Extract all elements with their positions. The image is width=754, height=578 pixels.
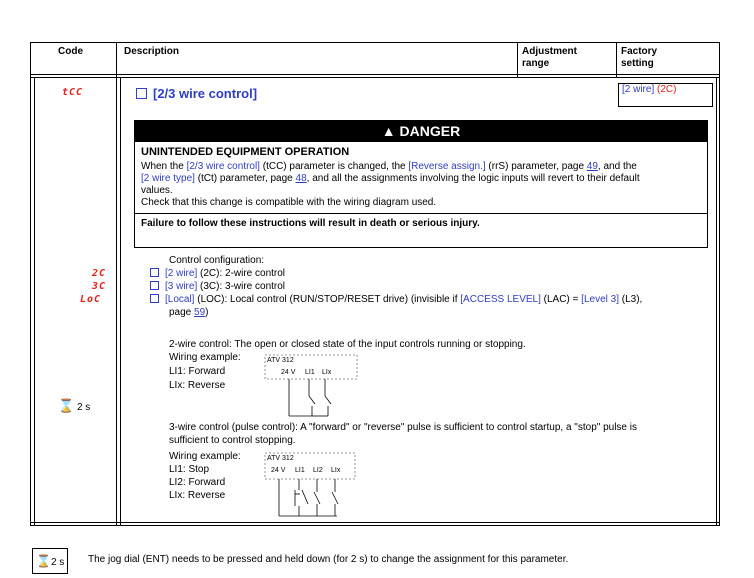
opt2-code: 3C — [92, 281, 107, 292]
hold-indicator: ⌛ 2 s — [58, 398, 91, 413]
hourglass-icon: ⌛ — [58, 398, 75, 413]
danger-para-3: values. — [141, 185, 173, 196]
two-wire-terminal-24v: 24 V — [281, 369, 296, 376]
hourglass-icon: ⌛ — [36, 554, 51, 568]
table-bottom-inner — [30, 522, 720, 523]
danger-header: ▲ DANGER — [135, 121, 707, 142]
two-wire-terminal-lix: LIx — [322, 369, 332, 376]
page-link-59[interactable]: 59 — [194, 307, 206, 318]
opt1-code: 2C — [92, 268, 107, 279]
three-wire-diagram — [262, 450, 362, 522]
three-wire-l1: LI1: Stop — [169, 464, 210, 475]
two-wire-diagram — [262, 352, 362, 420]
header-divider-2 — [30, 77, 720, 78]
two-wire-desc: 2-wire control: The open or closed state of the input controls running or stopping. — [169, 339, 526, 350]
page-link-48[interactable]: 48 — [295, 173, 307, 184]
three-wire-terminal-lix: LIx — [331, 467, 341, 474]
three-wire-terminal-li1: LI1 — [295, 467, 305, 474]
checkbox-icon — [150, 294, 159, 303]
table-left-inner — [34, 77, 35, 526]
two-wire-switches — [289, 379, 331, 416]
factory-value: [2 wire] — [622, 84, 655, 95]
danger-box — [134, 120, 708, 248]
two-wire-wiring-label: Wiring example: — [169, 352, 241, 363]
footnote-hold-box: ⌛2 s — [32, 548, 68, 574]
three-wire-terminal-li2: LI2 — [313, 467, 323, 474]
param-title: [2/3 wire control] — [136, 86, 257, 101]
footnote-text: The jog dial (ENT) needs to be pressed and held down (for 2 s) to change the assignment for this parameter. — [88, 554, 569, 565]
two-wire-box-title: ATV 312 — [267, 357, 294, 364]
header-factory: Factory — [621, 46, 658, 57]
col-divider-adjust — [517, 42, 518, 77]
checkbox-icon — [150, 281, 159, 290]
danger-para-4: Check that this change is compatible with the wiring diagram used. — [141, 197, 437, 208]
two-wire-l2: LIx: Reverse — [169, 380, 226, 391]
col-divider-code — [116, 42, 117, 526]
header-adjustment: Adjustment — [522, 46, 577, 57]
checkbox-icon — [136, 88, 147, 99]
three-wire-switches — [279, 479, 338, 516]
danger-warning: Failure to follow these instructions will result in death or serious injury. — [135, 213, 707, 230]
three-wire-desc-1: 3-wire control (pulse control): A "forward" or "reverse" pulse is sufficient to control startup, a "stop" pulse is — [169, 422, 637, 433]
two-wire-terminal-li1: LI1 — [305, 369, 315, 376]
factory-code: (2C) — [657, 84, 677, 95]
header-description: Description — [124, 46, 180, 57]
checkbox-icon — [150, 268, 159, 277]
config-label: Control configuration: — [169, 255, 265, 266]
three-wire-terminal-24v: 24 V — [271, 467, 286, 474]
danger-para-2: [2 wire type] (tCt) parameter, page 48, and all the assignments involving the logic inputs will revert to their default — [141, 173, 640, 184]
danger-title: UNINTENDED EQUIPMENT OPERATION — [141, 146, 350, 158]
col-divider-factory — [616, 42, 617, 77]
table-right-inner — [716, 77, 717, 526]
page-link-49[interactable]: 49 — [586, 161, 598, 172]
header-adjustment-range: range — [522, 58, 550, 69]
config-option-3wire: [3 wire] (3C): 3-wire control — [150, 281, 285, 293]
config-option-2wire: [2 wire] (2C): 2-wire control — [150, 268, 285, 280]
parameter-table — [30, 42, 720, 526]
header-factory-setting: setting — [621, 58, 654, 69]
param-code: tCC — [62, 87, 84, 98]
three-wire-desc-2: sufficient to control stopping. — [169, 435, 296, 446]
two-wire-l1: LI1: Forward — [169, 366, 226, 377]
opt3-code: LoC — [80, 294, 102, 305]
three-wire-l2: LI2: Forward — [169, 477, 226, 488]
header-code: Code — [58, 46, 83, 57]
three-wire-l3: LIx: Reverse — [169, 490, 226, 501]
warning-triangle-icon: ▲ — [381, 123, 396, 139]
col-divider-code-2 — [120, 77, 121, 526]
three-wire-box-title: ATV 312 — [267, 455, 294, 462]
three-wire-wiring-label: Wiring example: — [169, 451, 241, 462]
factory-setting-box — [618, 83, 713, 107]
config-option-local-cont: page 59) — [169, 307, 209, 318]
danger-para-1: When the [2/3 wire control] (tCC) parameter is changed, the [Reverse assign.] (rrS) parameter, page 49, and the — [141, 161, 637, 172]
config-option-local: [Local] (LOC): Local control (RUN/STOP/RESET drive) (invisible if [ACCESS LEVEL] (LAC) = [Level 3] (L3), — [150, 294, 642, 306]
